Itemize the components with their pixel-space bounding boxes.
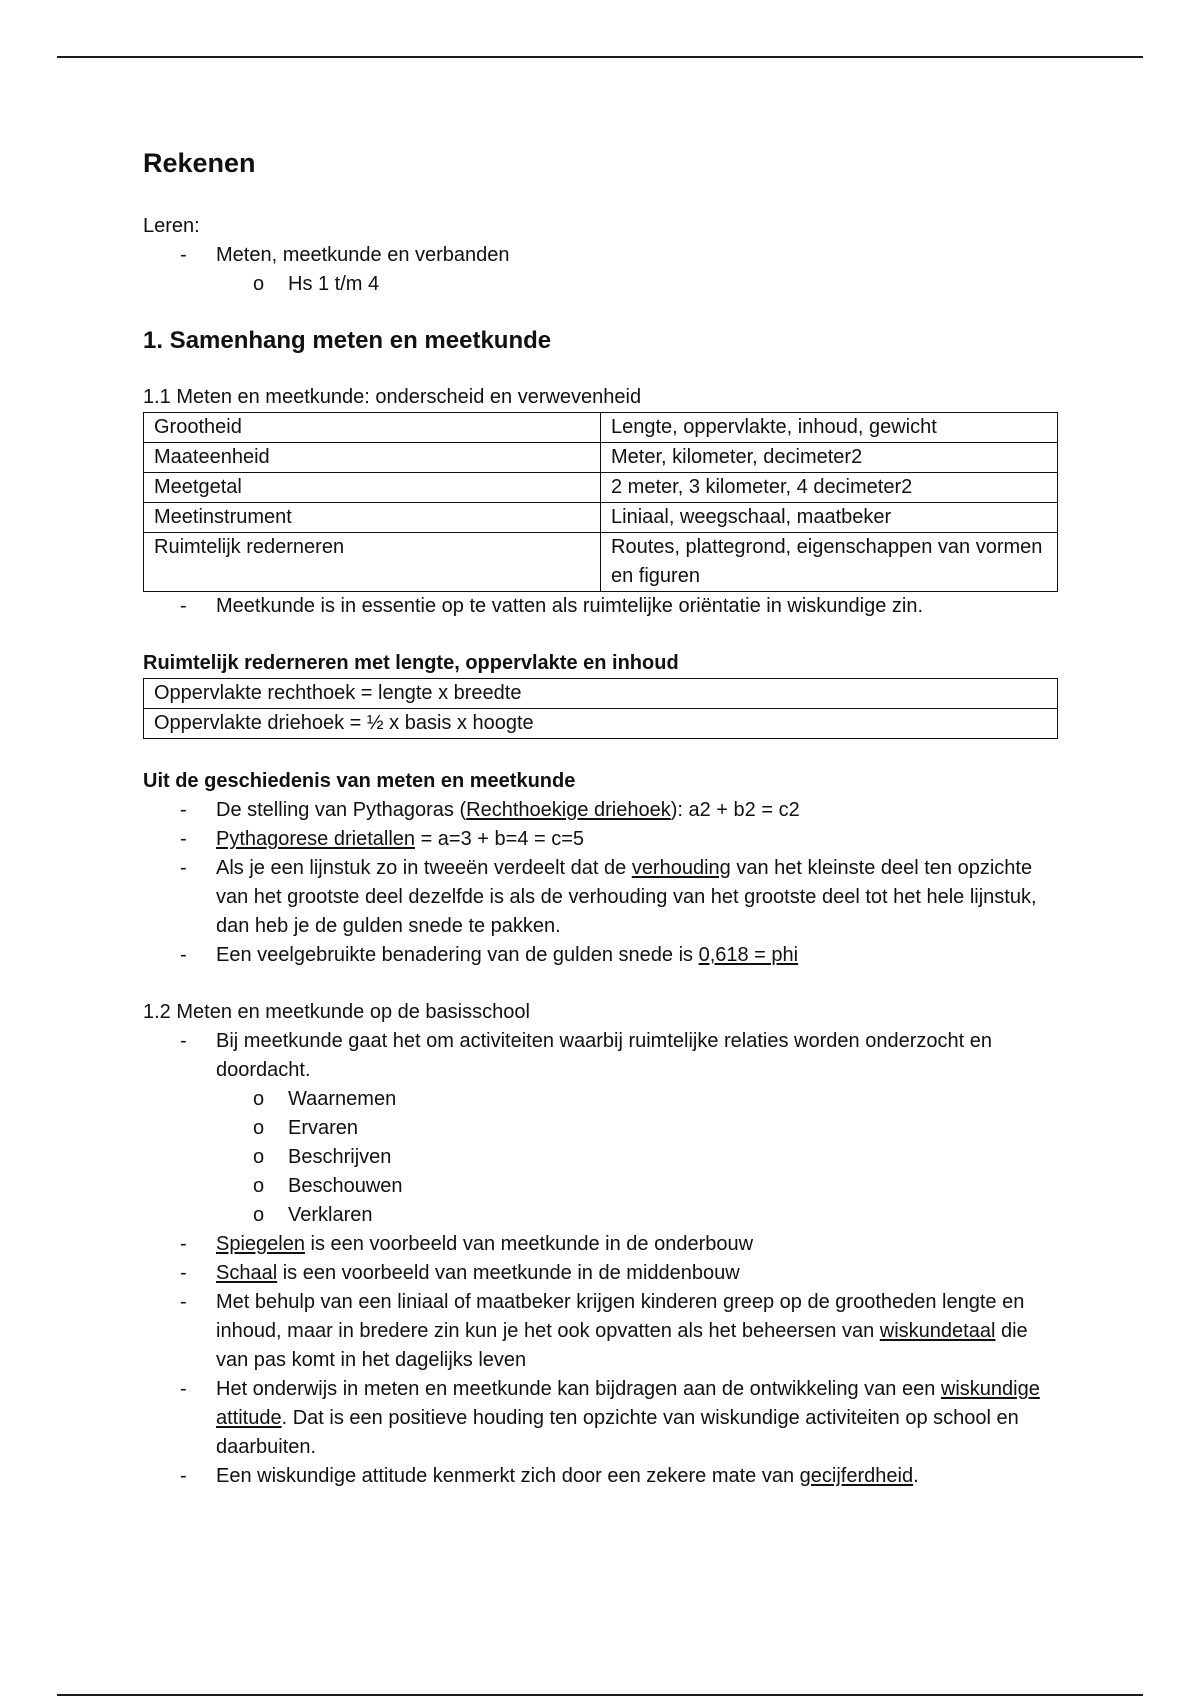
intro-label: Leren: bbox=[143, 215, 200, 237]
section-heading: 1. Samenhang meten en meetkunde bbox=[143, 327, 552, 354]
table-row: Oppervlakte driehoek = ½ x basis x hoogte bbox=[144, 709, 1058, 739]
page-title: Rekenen bbox=[143, 148, 256, 178]
list-item: - Met behulp van een liniaal of maatbeker krijgen kinderen greep op de grootheden lengte en inhoud, maar in bredere zin kun je het ook opvatten als het beheersen van wiskundetaal die van pas komt in het dagelijks leven bbox=[180, 1291, 1028, 1371]
list-item: - Het onderwijs in meten en meetkunde kan bijdragen aan de ontwikkeling van een wiskundige attitude. Dat is een positieve houding ten opzichte van wiskundige activiteiten op school en daarbuiten. bbox=[180, 1378, 1040, 1458]
subsection-title-1-1: 1.1 Meten en meetkunde: onderscheid en verwevenheid bbox=[143, 386, 642, 408]
sub-list-item: o Hs 1 t/m 4 bbox=[253, 273, 380, 295]
sub-list-item: o Waarnemen bbox=[253, 1088, 397, 1110]
formula-table bbox=[143, 678, 1058, 739]
table-row: Oppervlakte rechthoek = lengte x breedte bbox=[144, 679, 1058, 709]
footer-rule bbox=[57, 1694, 1143, 1696]
list-item: - De stelling van Pythagoras (Rechthoekige driehoek): a2 + b2 = c2 bbox=[180, 799, 800, 821]
sub-list-item: o Beschrijven bbox=[253, 1146, 392, 1168]
subsection-title-1-2: 1.2 Meten en meetkunde op de basisschool bbox=[143, 1001, 530, 1023]
table-row: Maateenheid Meter, kilometer, decimeter2 bbox=[144, 443, 1058, 473]
list-item: - Als je een lijnstuk zo in tweeën verdeelt dat de verhouding van het kleinste deel ten opzichte van het grootste deel dezelfde is als de verhouding van het grootste deel tot het hele lijnstuk, dan heb je de gulden snede te pakken. bbox=[180, 857, 1037, 937]
document-body bbox=[143, 140, 1058, 1491]
history-heading: Uit de geschiedenis van meten en meetkunde bbox=[143, 770, 576, 792]
sub-list-item: o Beschouwen bbox=[253, 1175, 403, 1197]
list-item: - Een wiskundige attitude kenmerkt zich door een zekere mate van gecijferdheid. bbox=[180, 1465, 919, 1487]
table-row: Meetgetal 2 meter, 3 kilometer, 4 decimeter2 bbox=[144, 473, 1058, 503]
sub-list-item: o Verklaren bbox=[253, 1204, 373, 1226]
list-item: - Pythagorese drietallen = a=3 + b=4 = c=5 bbox=[180, 828, 585, 850]
sub-list-item: o Ervaren bbox=[253, 1117, 359, 1139]
table-row: Grootheid Lengte, oppervlakte, inhoud, gewicht bbox=[144, 413, 1058, 443]
table-row: Meetinstrument Liniaal, weegschaal, maatbeker bbox=[144, 503, 1058, 533]
list-item: - Schaal is een voorbeeld van meetkunde in de middenbouw bbox=[180, 1262, 740, 1284]
list-item: - Bij meetkunde gaat het om activiteiten waarbij ruimtelijke relaties worden onderzocht en doordacht. bbox=[180, 1030, 992, 1081]
list-item: - Een veelgebruikte benadering van de gulden snede is 0,618 = phi bbox=[180, 944, 799, 966]
list-item: - Meten, meetkunde en verbanden bbox=[180, 244, 510, 266]
list-item: - Meetkunde is in essentie op te vatten als ruimtelijke oriëntatie in wiskundige zin. bbox=[180, 595, 924, 617]
header-rule bbox=[57, 56, 1143, 58]
table-row: Ruimtelijk rederneren Routes, plattegrond, eigenschappen van vormen en figuren bbox=[144, 533, 1058, 592]
list-item: - Spiegelen is een voorbeeld van meetkunde in de onderbouw bbox=[180, 1233, 754, 1255]
definitions-table bbox=[143, 412, 1058, 592]
ruimtelijk-heading: Ruimtelijk rederneren met lengte, oppervlakte en inhoud bbox=[143, 652, 679, 674]
